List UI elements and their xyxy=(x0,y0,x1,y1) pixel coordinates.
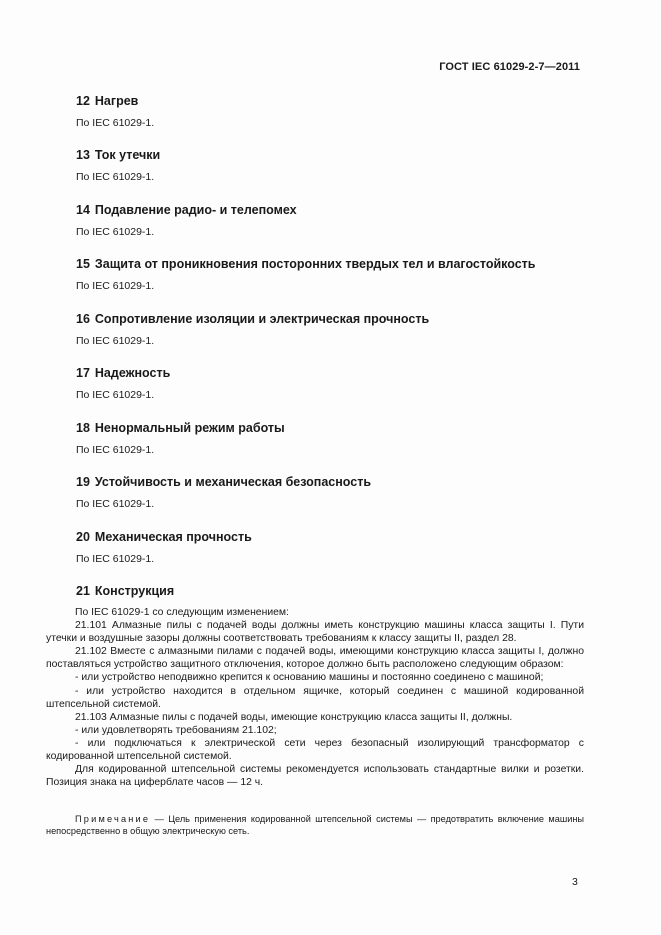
note-label: Примечание xyxy=(75,814,151,824)
page-number: 3 xyxy=(572,876,578,888)
section-heading: 13 Ток утечки xyxy=(76,148,161,162)
section-heading: 14 Подавление радио- и телепомех xyxy=(76,203,297,217)
paragraph: 21.103 Алмазные пилы с подачей воды, имеющие конструкцию класса защиты II, должны. xyxy=(75,711,513,723)
paragraph: 21.102 Вместе с алмазными пилами с подачей воды, имеющими конструкцию класса защиты I, должно поставляться устройство защитного отключения, которое должно быть расположено следующим образом: xyxy=(46,646,584,671)
section-12 xyxy=(76,94,586,129)
section-heading: 20 Механическая прочность xyxy=(76,530,252,544)
paragraph: По IEC 61029-1 со следующим изменением: xyxy=(75,607,289,618)
section-heading: 18 Ненормальный режим работы xyxy=(76,421,285,435)
section-reference: По IEC 61029-1. xyxy=(76,335,155,347)
section-heading: 15 Защита от проникновения посторонних твердых тел и влагостойкость xyxy=(76,257,536,271)
section-reference: По IEC 61029-1. xyxy=(76,280,155,292)
section-17 xyxy=(76,366,586,401)
section-13 xyxy=(76,148,586,183)
list-item: - или подключаться к электрической сети через безопасный изолирующий трансформатор с кодированной штепсельной системой. xyxy=(46,737,584,763)
section-reference: По IEC 61029-1. xyxy=(76,171,155,183)
section-20 xyxy=(76,530,586,565)
section-heading: 16 Сопротивление изоляции и электрическая прочность xyxy=(76,312,430,326)
note-text: — Цель применения кодированной штепсельной системы — предотвратить включение машины непосредственно в общую электрическую сеть. xyxy=(46,814,584,836)
list-item: - или удовлетворять требованиям 21.102; xyxy=(75,724,277,736)
paragraph: Для кодированной штепсельной системы рекомендуется использовать стандартные вилки и розетки. Позиция знака на циферблате часов — 12 ч. xyxy=(46,764,584,789)
list-item: - или устройство неподвижно крепится к основанию машины и постоянно соединено с машиной; xyxy=(75,672,544,684)
section-21 xyxy=(76,584,586,599)
section-19 xyxy=(76,475,586,510)
section-reference: По IEC 61029-1. xyxy=(76,444,155,456)
section-reference: По IEC 61029-1. xyxy=(76,117,155,129)
section-reference: По IEC 61029-1. xyxy=(76,498,155,510)
list-item: - или устройство находится в отдельном ящичке, который соединен с машиной кодированной штепсельной системой. xyxy=(46,685,584,710)
section-15 xyxy=(76,257,586,292)
note xyxy=(46,813,584,837)
section-reference: По IEC 61029-1. xyxy=(76,226,155,238)
section-18 xyxy=(76,421,586,456)
section-reference: По IEC 61029-1. xyxy=(76,389,155,401)
section-heading: 19 Устойчивость и механическая безопасность xyxy=(76,475,372,489)
section-heading: 17 Надежность xyxy=(76,366,171,380)
paragraph: 21.101 Алмазные пилы с подачей воды должны иметь конструкцию машины класса защиты I. Пути утечки и воздушные зазоры должны соответствовать требованиям к классу защиты II, раздел 28. xyxy=(46,620,584,645)
section-reference: По IEC 61029-1. xyxy=(76,553,155,565)
section-heading: 21 Конструкция xyxy=(76,584,175,598)
document-header: ГОСТ IEC 61029-2-7—2011 xyxy=(439,61,580,73)
section-21-body xyxy=(46,606,584,789)
section-heading: 12 Нагрев xyxy=(76,94,139,108)
section-16 xyxy=(76,312,586,347)
section-14 xyxy=(76,203,586,238)
